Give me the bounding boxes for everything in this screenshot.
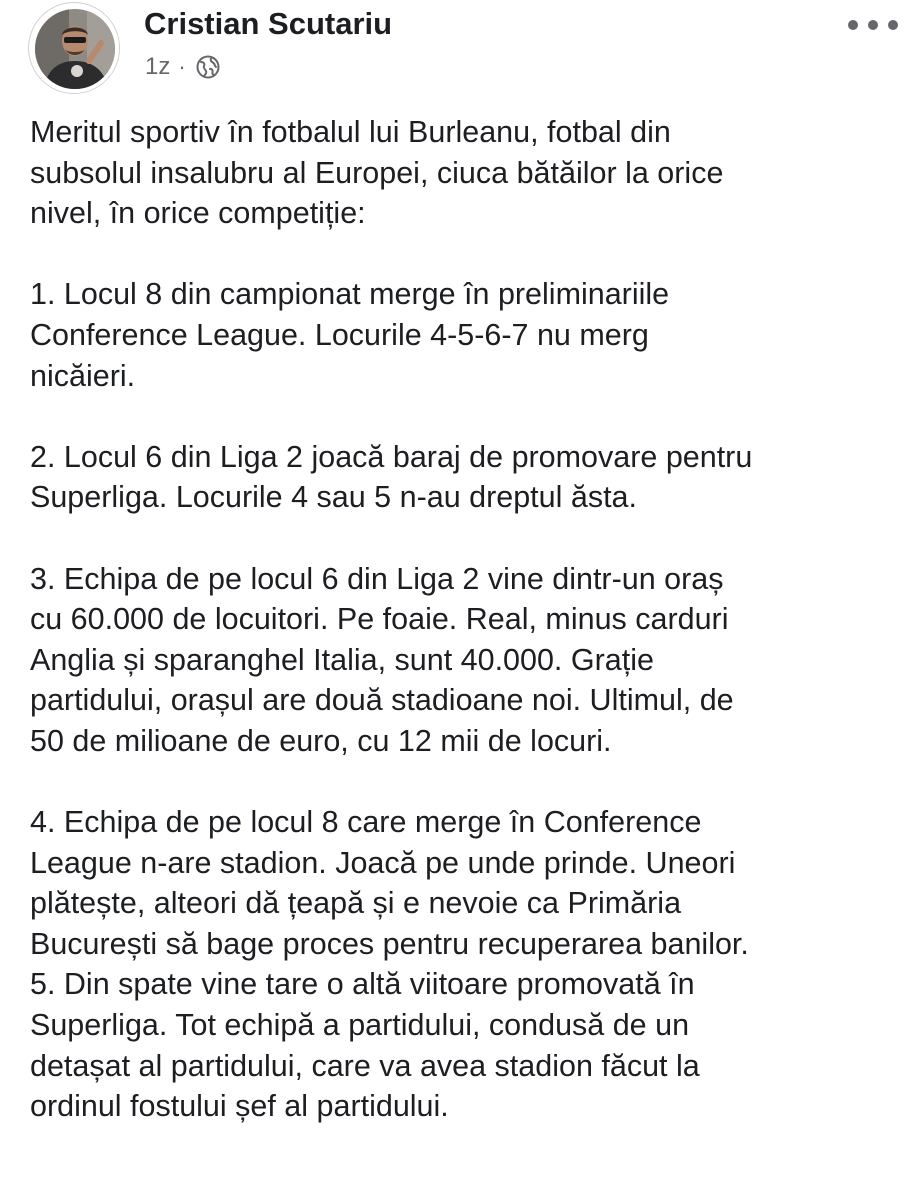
post-paragraph-3: 3. Echipa de pe locul 6 din Liga 2 vine dintr-un oraș cu 60.000 de locuitori. Pe foaie. Real, minus carduri Anglia și sparanghel Italia, sunt 40.000. Grație partidului, orașul are două stadioane noi. Ultimul, de 50 de milioane de euro, cu 12 mii de locuri. <box>30 561 734 758</box>
post-paragraph-2: 2. Locul 6 din Liga 2 joacă baraj de promovare pentru Superliga. Locurile 4 sau 5 n-au dreptul ăsta. <box>30 439 753 515</box>
author-name[interactable]: Cristian Scutariu <box>144 6 393 41</box>
meta-separator: · <box>178 54 186 79</box>
more-dot <box>848 20 858 30</box>
more-dot <box>888 20 898 30</box>
paragraph-gap <box>30 396 906 437</box>
paragraph-gap <box>30 762 906 803</box>
avatar[interactable] <box>28 2 120 94</box>
post-paragraph-4: 4. Echipa de pe locul 8 care merge în Conference League n-are stadion. Joacă pe unde prinde. Uneori plătește, alteori dă țeapă și e nevoie ca Primăria București să bage proces pentru recuperarea banilor. <box>30 805 749 961</box>
post-paragraph-1: 1. Locul 8 din campionat merge în preliminariile Conference League. Locurile 4-5-6-7 nu merg nicăieri. <box>30 277 670 393</box>
post-body <box>30 112 906 1127</box>
globe-icon[interactable] <box>196 55 220 79</box>
post-timestamp[interactable]: 1z <box>145 53 171 80</box>
paragraph-gap <box>30 518 906 559</box>
post-paragraph-intro: Meritul sportiv în fotbalul lui Burleanu, fotbal din subsolul insalubru al Europei, ciuca bătăilor la orice nivel, în orice competiție: <box>30 115 724 231</box>
paragraph-gap <box>30 234 906 275</box>
more-dot <box>868 20 878 30</box>
post-meta <box>145 52 220 82</box>
more-options-icon[interactable] <box>848 18 898 32</box>
avatar-photo <box>29 3 120 94</box>
post-paragraph-5: 5. Din spate vine tare o altă viitoare promovată în Superliga. Tot echipă a partidului, condusă de un detașat al partidului, care va avea stadion făcut la ordinul fostului șef al partidului. <box>30 967 700 1124</box>
